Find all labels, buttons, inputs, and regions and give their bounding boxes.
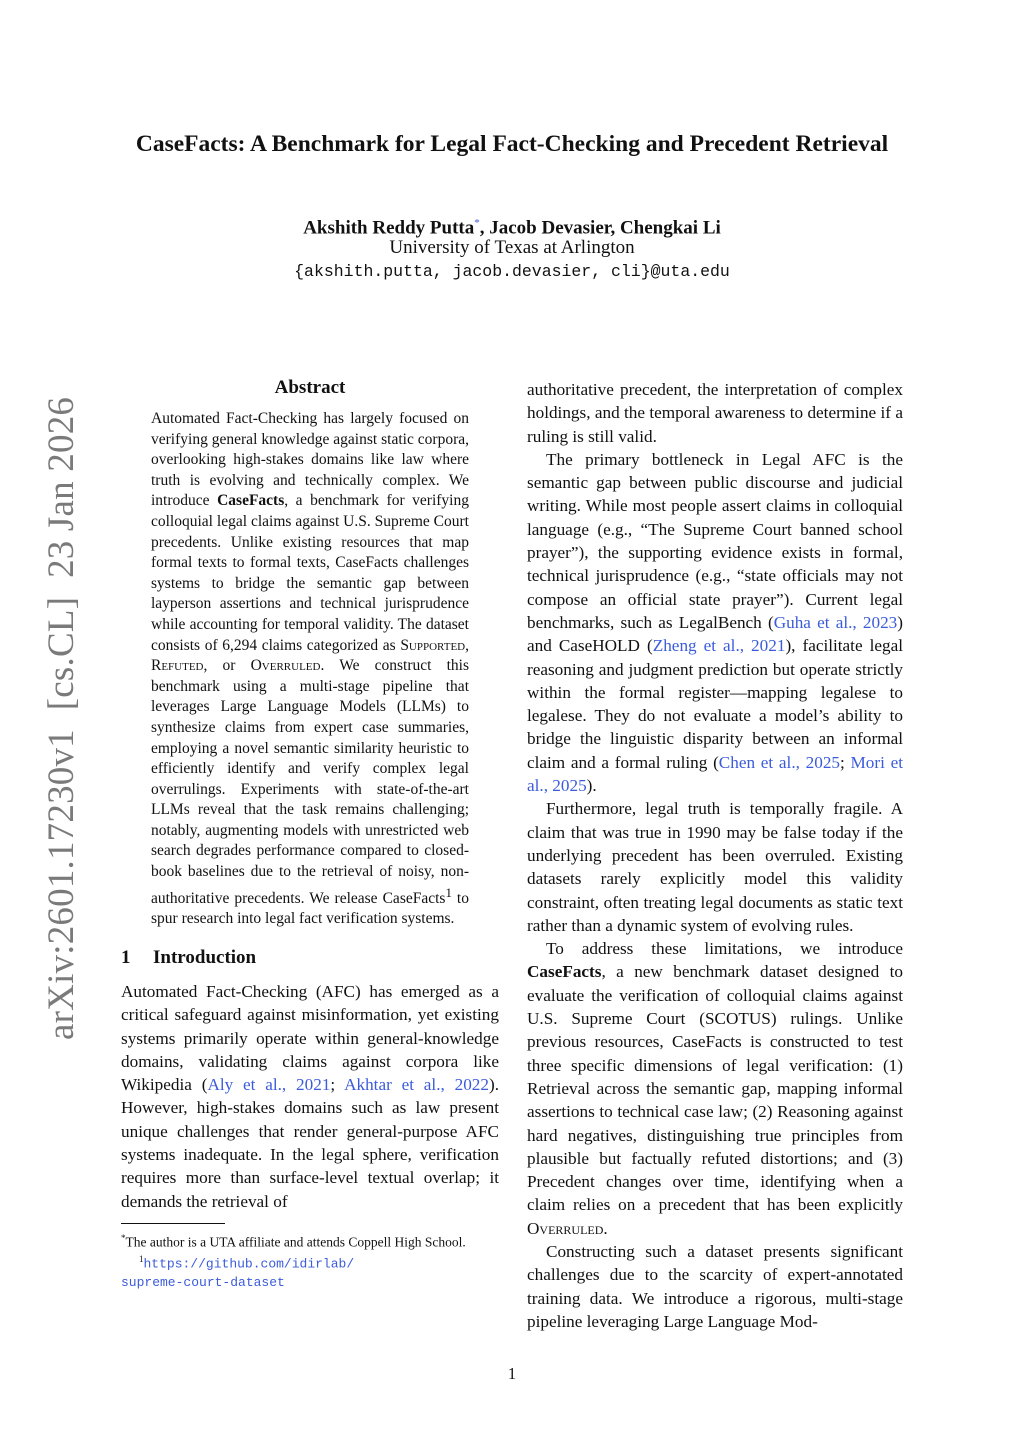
first-author: Akshith Reddy Putta xyxy=(303,217,475,239)
footnote-repository-cont xyxy=(121,1273,499,1292)
footnote-mark-1[interactable]: 1 xyxy=(445,884,452,900)
intro-paragraph-5: Constructing such a dataset presents significant challenges due to the scarcity of expert-annotated training data. We introduce a rigorous, multi-stage pipeline leveraging Large Language Mod- xyxy=(527,1241,903,1331)
casefacts-bold: CaseFacts xyxy=(217,492,285,510)
label-supported: Supported xyxy=(400,636,466,654)
section-title: Introduction xyxy=(153,947,257,968)
citation-link[interactable]: Mori et al., 2025 xyxy=(527,752,904,796)
intro-paragraph-3: Furthermore, legal truth is temporally fragile. A claim that was true in 1990 may be false today if the underlying precedent has been overruled. Existing datasets rarely explicitly model this validity constraint, often treating legal documents as static text rather than a dynamic system of evolving rules. xyxy=(527,799,903,935)
intro-paragraph-4: To address these limitations, we introduce CaseFacts, a new benchmark dataset designed to evaluate the verification of colloquial claims against U.S. Supreme Court (SCOTUS) rulings. Unlike previous resources, CaseFacts is constructed to test three specific dimensions of legal verification: (1) Retrieval across the semantic gap, mapping informal assertions to technical case law; (2) Reasoning against hard negatives, distinguishing true principles from plausible but factually refuted distortions; and (3) Precedent changes over time, identifying when a claim relies on a precedent that has been explicitly Overruled. xyxy=(527,939,903,1238)
intro-paragraph-continued: authoritative precedent, the interpretation of complex holdings, and the temporal awareness to determine if a ruling is still valid. xyxy=(527,380,903,446)
other-authors: , Jacob Devasier, Chengkai Li xyxy=(479,217,721,239)
casefacts-bold: CaseFacts xyxy=(527,962,602,982)
label-refuted: Refuted xyxy=(151,657,204,675)
repository-link[interactable]: https://github.com/idirlab/ xyxy=(143,1256,355,1272)
author-emails: {akshith.putta, jacob.devasier, cli}@uta.edu xyxy=(294,262,730,281)
section-number: 1 xyxy=(121,947,131,968)
footnote-divider xyxy=(121,1223,225,1224)
label-overruled: Overruled xyxy=(527,1218,604,1238)
author-footnote-mark[interactable]: * xyxy=(474,217,480,229)
citation-link[interactable]: Chen et al., 2025 xyxy=(718,752,841,772)
abstract-heading: Abstract xyxy=(274,377,346,398)
intro-paragraph-1: Automated Fact-Checking (AFC) has emerged as a critical safeguard against misinformation, yet existing systems primarily operate within general-knowledge domains, validating claims against corpora like Wikipedia (Aly et al., 2021; Akhtar et al., 2022). However, high-stakes domains such as law present unique challenges that render general-purpose AFC systems inadequate. In the legal sphere, verification requires more than surface-level textual overlap; it demands the retrieval of xyxy=(121,982,500,1211)
section-heading-introduction xyxy=(121,946,499,970)
citation-link[interactable]: Zheng et al., 2021 xyxy=(652,636,786,656)
page-number: 1 xyxy=(507,1364,517,1383)
arxiv-identifier: arXiv:2601.17230v1 [cs.CL] 23 Jan 2026 xyxy=(41,396,82,1040)
paper-title: CaseFacts: A Benchmark for Legal Fact-Checking and Precedent Retrieval xyxy=(135,131,889,157)
intro-paragraph-2: The primary bottleneck in Legal AFC is the semantic gap between public discourse and judicial writing. While most people assert claims in colloquial language (e.g., “The Supreme Court banned school prayer”), the supporting evidence exists in formal, technical jurisprudence (e.g., “state officials may not compose an official state prayer”). Current legal benchmarks, such as LegalBench (Guha et al., 2023) and CaseHOLD (Zheng et al., 2021), facilitate legal reasoning and judgment prediction but operate strictly within the formal register—mapping legalese to legalese. They do not evaluate a model’s ability to bridge the linguistic disparity between an informal claim and a formal ruling (Chen et al., 2025; Mori et al., 2025). xyxy=(527,449,904,796)
footnote-repository: $^1$https://github.com/idirlab/ xyxy=(139,1253,355,1272)
right-column xyxy=(527,378,903,1333)
citation-link[interactable]: Guha et al., 2023 xyxy=(773,612,898,632)
footnote-affiliation: *The author is a UTA affiliate and attends Coppell High School. xyxy=(121,1232,466,1250)
citation-link[interactable]: Akhtar et al., 2022 xyxy=(344,1075,489,1095)
citation-link[interactable]: Aly et al., 2021 xyxy=(207,1075,331,1095)
left-column xyxy=(121,376,499,1291)
abstract-text: Automated Fact-Checking has largely focused on verifying general knowledge against static corpora, overlooking high-stakes domains like law where truth is evolving and technically complex. We introduce CaseFacts, a benchmark for verifying colloquial legal claims against U.S. Supreme Court precedents. Unlike existing resources that map formal texts to formal texts, CaseFacts challenges systems to bridge the semantic gap between layperson assertions and technical jurisprudence while accounting for temporal validity. The dataset consists of 6,294 claims categorized as Supported, Refuted, or Overruled. We construct this benchmark using a multi-stage pipeline that leverages Large Language Models (LLMs) to synthesize claims from expert case summaries, employing a novel semantic similarity heuristic to efficiently identify and verify complex legal overrulings. Experiments with state-of-the-art LLMs reveal that the task remains challenging; notably, augmenting models with unrestricted web search degrades performance compared to closed-book baselines due to the retrieval of noisy, non-authoritative precedents. We release CaseFacts$^1$ to spur research into legal fact verification systems. xyxy=(151,410,469,928)
affiliation: University of Texas at Arlington xyxy=(389,237,635,258)
repository-link-cont[interactable]: supreme-court-dataset xyxy=(121,1274,285,1290)
label-overruled: Overruled xyxy=(250,657,321,675)
